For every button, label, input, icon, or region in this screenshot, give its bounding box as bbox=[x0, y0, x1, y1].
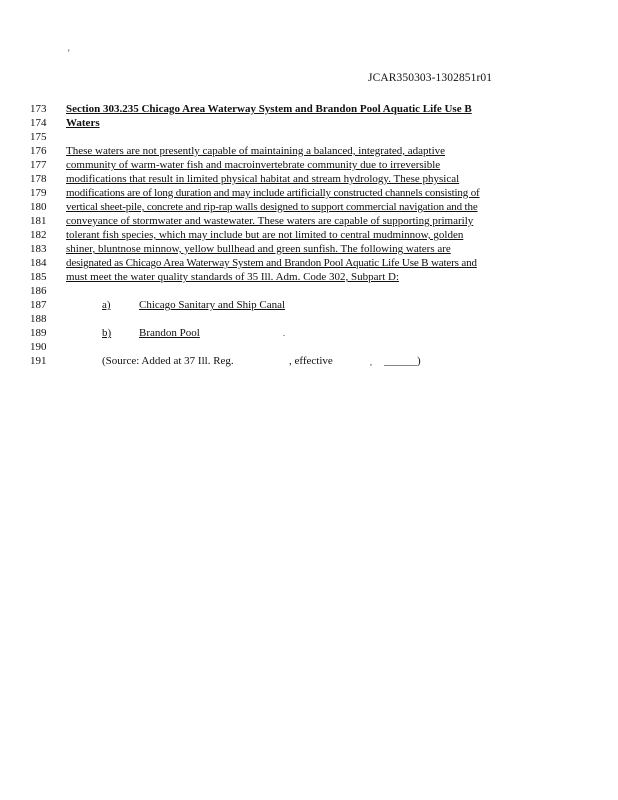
body-text: must meet the water quality standards of 35 Ill. Adm. Code 302, Subpart D: bbox=[66, 271, 400, 283]
line-number: 189 bbox=[30, 327, 47, 339]
line-number: 173 bbox=[30, 103, 47, 115]
line-number: 187 bbox=[30, 299, 47, 311]
line-number: 184 bbox=[30, 257, 47, 269]
section-heading-continued: Waters bbox=[66, 117, 100, 129]
line-number: 180 bbox=[30, 201, 47, 213]
stray-mark: ' bbox=[68, 48, 70, 58]
body-text: modifications are of long duration and may include artificially constructed channels consisting of bbox=[66, 187, 480, 199]
body-text: conveyance of stormwater and wastewater. These waters are capable of supporting primarily bbox=[66, 215, 474, 227]
line-number: 185 bbox=[30, 271, 47, 283]
body-text: vertical sheet-pile, concrete and rip-rap walls designed to support commercial navigation and the bbox=[66, 201, 478, 213]
line-number: 183 bbox=[30, 243, 47, 255]
source-note-close: ______) bbox=[384, 355, 421, 367]
list-item-letter: b) bbox=[102, 327, 112, 339]
line-number: 188 bbox=[30, 313, 47, 325]
line-number: 186 bbox=[30, 285, 47, 297]
body-text: shiner, bluntnose minnow, yellow bullhead and green sunfish. The following waters are bbox=[66, 243, 451, 255]
line-number: 181 bbox=[30, 215, 47, 227]
body-text: These waters are not presently capable of maintaining a balanced, integrated, adaptive bbox=[66, 145, 446, 157]
section-heading: Section 303.235 Chicago Area Waterway System and Brandon Pool Aquatic Life Use B bbox=[66, 103, 472, 115]
source-note-prefix: (Source: Added at 37 Ill. Reg. bbox=[102, 355, 234, 367]
line-number: 191 bbox=[30, 355, 47, 367]
body-text: modifications that result in limited physical habitat and stream hydrology. These physical bbox=[66, 173, 460, 185]
stray-mark: . bbox=[283, 329, 285, 338]
line-number: 182 bbox=[30, 229, 47, 241]
line-number: 176 bbox=[30, 145, 47, 157]
line-number: 190 bbox=[30, 341, 47, 353]
body-text: tolerant fish species, which may include but are not limited to central mudminnow, golden bbox=[66, 229, 464, 241]
line-number: 177 bbox=[30, 159, 47, 171]
line-number: 175 bbox=[30, 131, 47, 143]
stray-mark: , bbox=[370, 358, 372, 367]
list-item-text: Chicago Sanitary and Ship Canal bbox=[139, 299, 286, 311]
body-text: designated as Chicago Area Waterway System and Brandon Pool Aquatic Life Use B waters and bbox=[66, 257, 477, 269]
line-number: 179 bbox=[30, 187, 47, 199]
document-id: JCAR350303-1302851r01 bbox=[368, 72, 493, 84]
list-item-letter: a) bbox=[102, 299, 111, 311]
list-item-text: Brandon Pool bbox=[139, 327, 200, 339]
line-number: 178 bbox=[30, 173, 47, 185]
body-text: community of warm-water fish and macroinvertebrate community due to irreversible bbox=[66, 159, 441, 171]
source-note-effective: , effective bbox=[289, 355, 333, 367]
line-number: 174 bbox=[30, 117, 47, 129]
